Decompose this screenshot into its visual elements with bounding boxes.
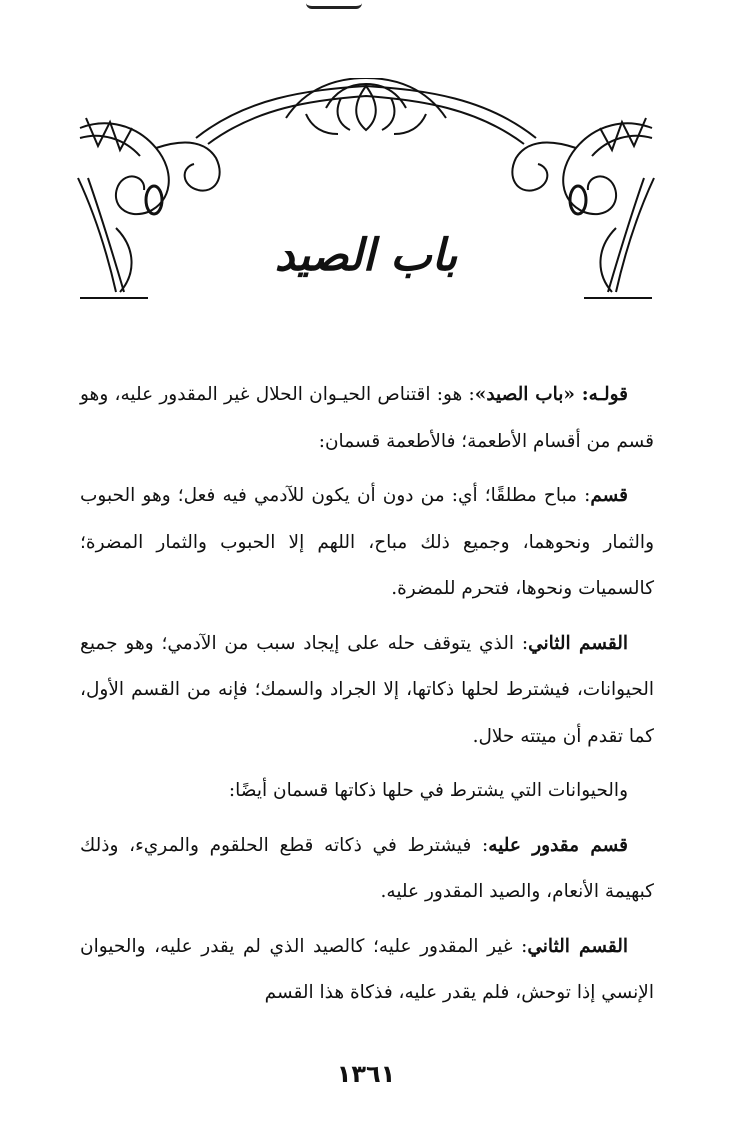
paragraph	[80, 473, 654, 613]
paragraph	[80, 768, 654, 815]
paragraph-lead: قسم مقدور عليه	[488, 834, 628, 856]
paragraph	[80, 621, 654, 761]
paragraph	[80, 372, 654, 465]
paragraph	[80, 823, 654, 916]
paragraph-text: : مباح مطلقًا؛ أي: من دون أن يكون للآدمي فيه فعل؛ وهو الحبوب والثمار ونحوهما، وجميع ذلك مباح، اللهم إلا الحبوب والثمار المضرة؛ كالسميات ونحوها، فتحرم للمضرة.	[80, 485, 654, 599]
paragraph-lead: القسم الثاني	[527, 935, 628, 957]
top-edge-mark	[306, 0, 362, 9]
paragraph-text: : الذي يتوقف حله على إيجاد سبب من الآدمي؛ وهو جميع الحيوانات، فيشترط لحلها ذكاتها، إلا الجراد والسمك؛ فإنه من القسم الأول، كما تقدم أن ميتته حلال.	[80, 632, 654, 747]
body-text	[80, 372, 654, 1017]
paragraph-text: : هو: اقتناص الحيـوان الحلال غير المقدور عليه، وهو قسم من أقسام الأطعمة؛ فالأطعمة قسمان:	[80, 384, 654, 452]
paragraph-text: : فيشترط في ذكاته قطع الحلقوم والمريء، وذلك كبهيمة الأنعام، والصيد المقدور عليه.	[80, 834, 654, 902]
paragraph-lead: قولـه: «باب الصيد»	[474, 384, 628, 405]
paragraph-lead: قسم	[590, 485, 628, 506]
paragraph	[80, 924, 654, 1017]
chapter-title: باب الصيد	[274, 230, 458, 281]
paragraph-lead: القسم الثاني	[528, 632, 628, 654]
paragraph-text: : غير المقدور عليه؛ كالصيد الذي لم يقدر عليه، والحيوان الإنسي إذا توحش، فلم يقدر عليه، فذكاة هذا القسم	[80, 935, 654, 1003]
paragraph-text: والحيوانات التي يشترط في حلها ذكاتها قسمان أيضًا:	[228, 780, 628, 801]
page-number: ١٣٦١	[336, 1060, 396, 1088]
